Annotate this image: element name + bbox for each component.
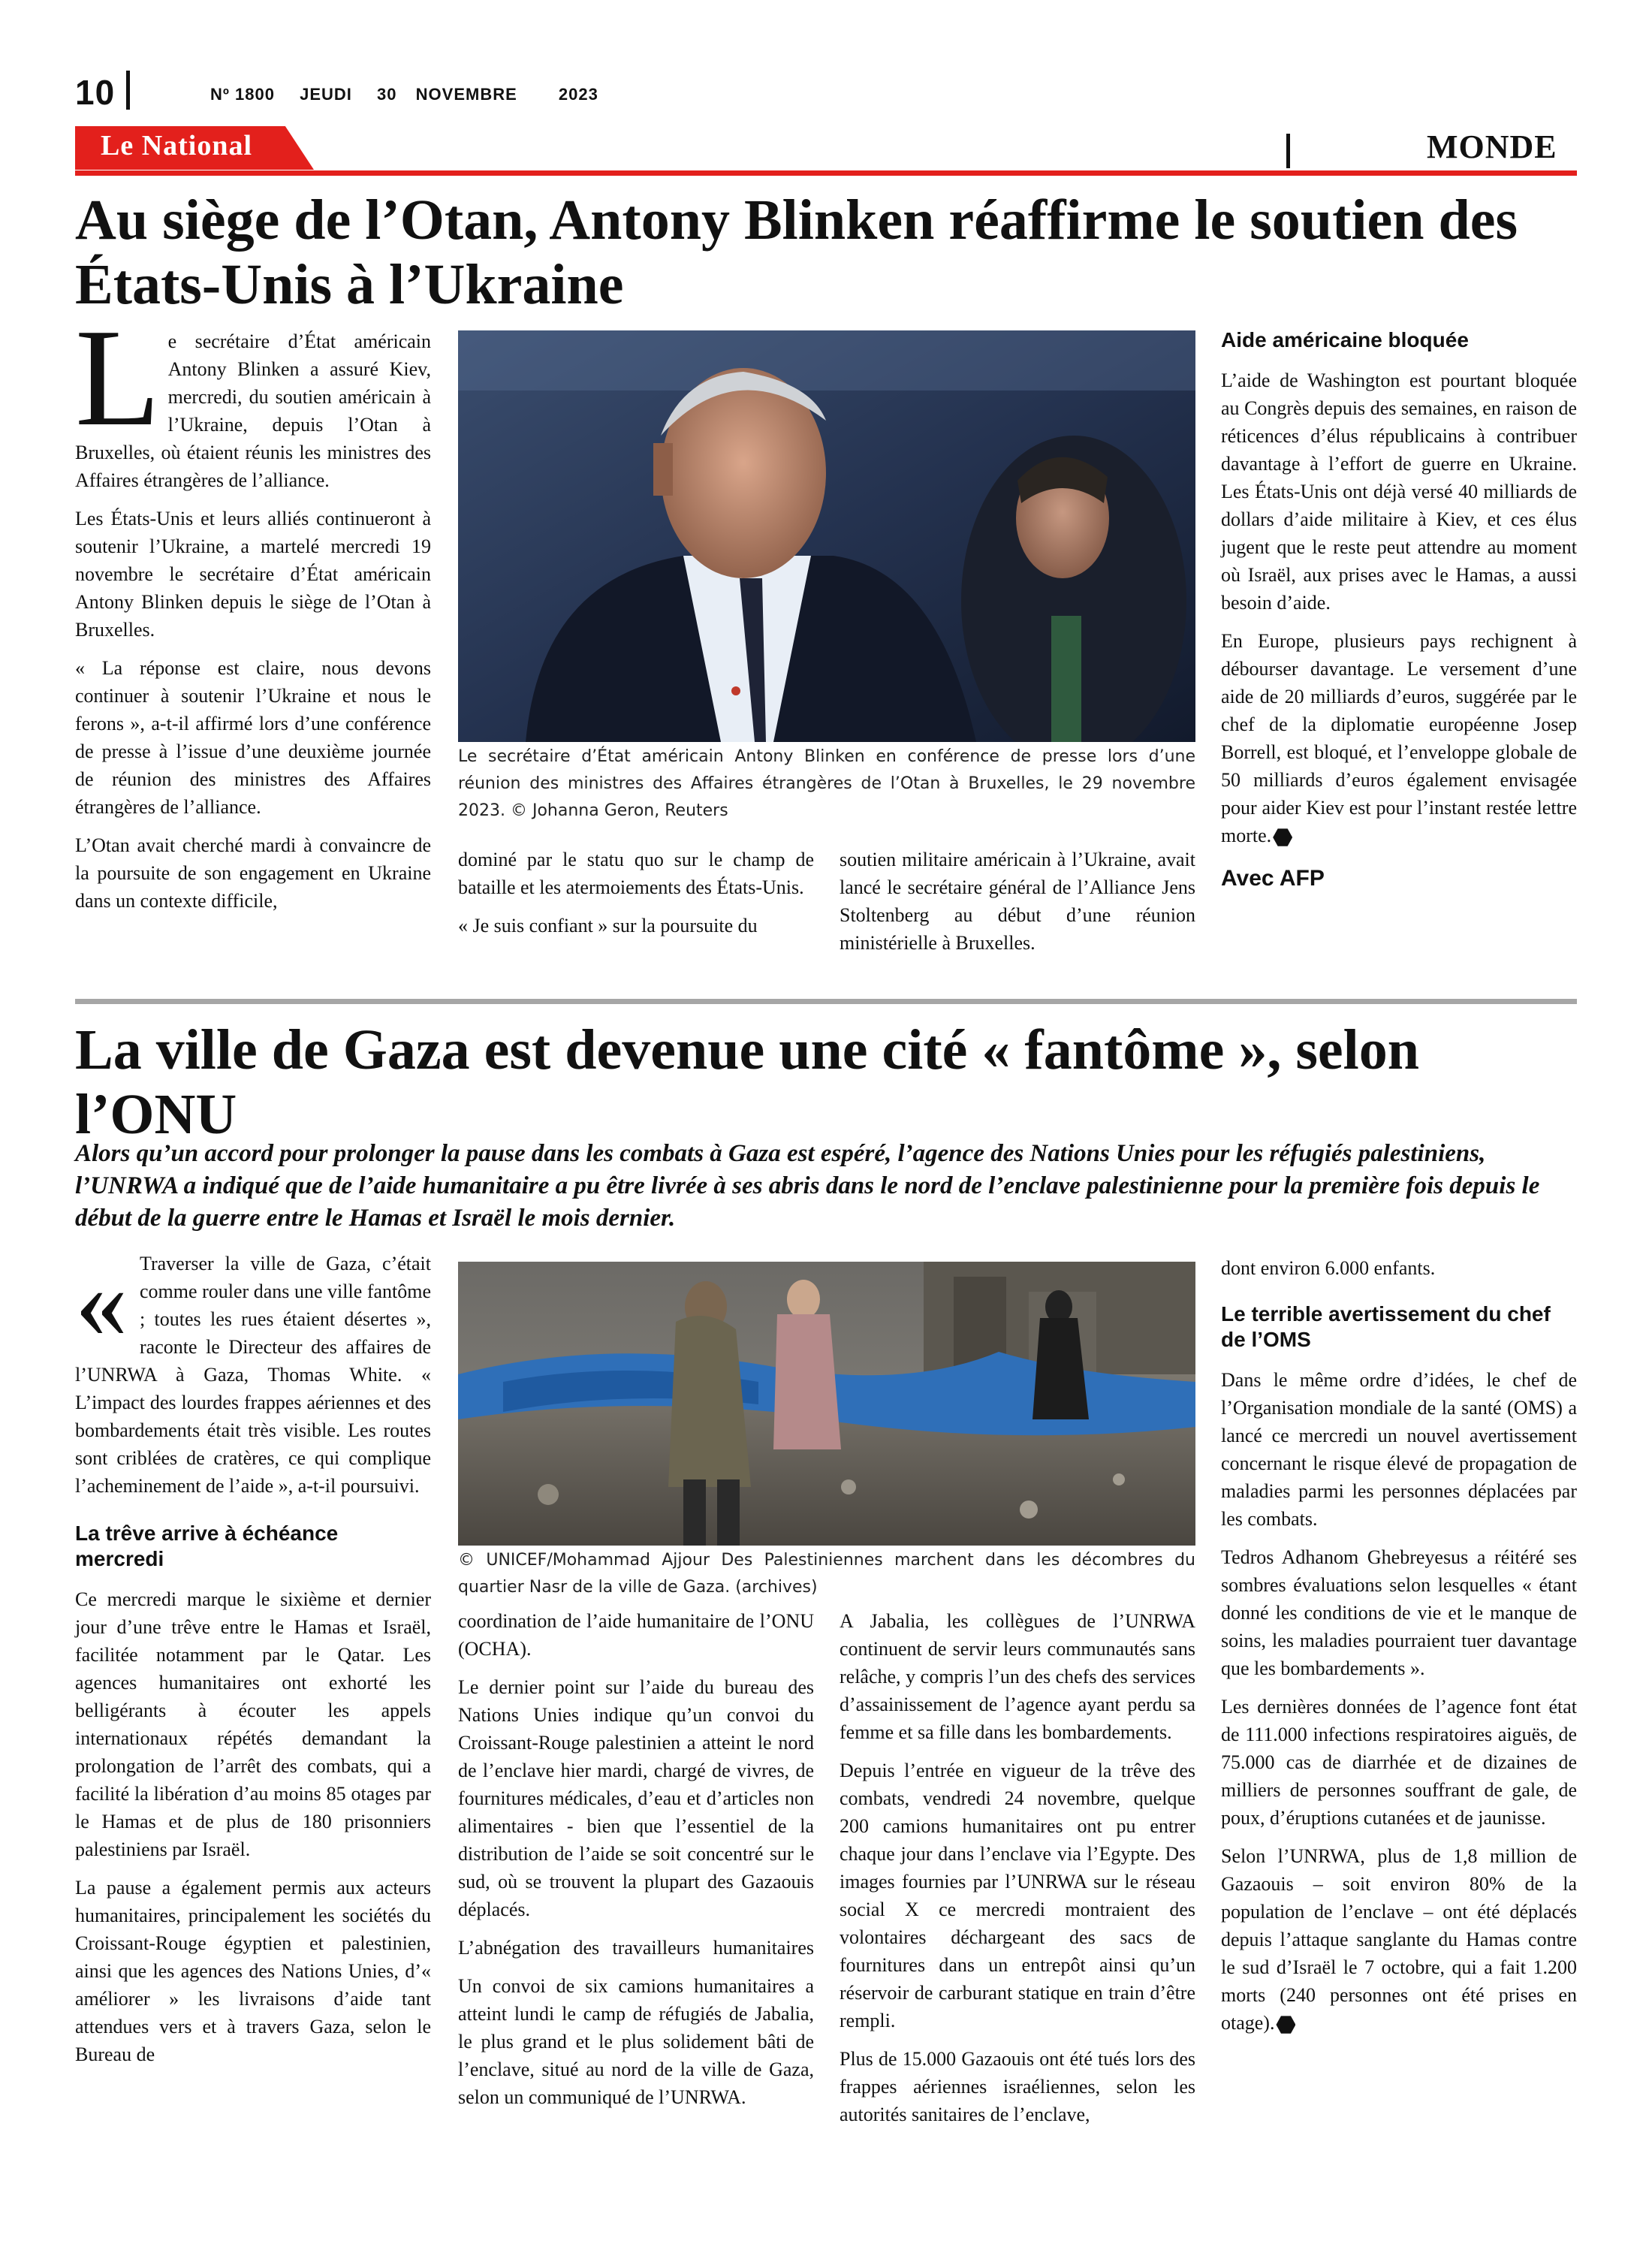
gaza-photo-caption: © UNICEF/Mohammad Ajjour Des Palestiniennes marchent dans les décombres du quartier Nasr de la ville de Gaza. (archives)	[458, 1551, 1195, 1597]
article1-last-text: En Europe, plusieurs pays rechignent à débourser davantage. Le versement d’une aide de 20 milliards d’euros, suggérée par le chef de la diplomatie européenne Josep Borrell, est bloqué, et l’enveloppe globale de 50 milliards d’euros également envisagée pour aider Kiev est pour l’instant restée lettre morte.	[1221, 630, 1577, 846]
end-mark-icon	[1273, 828, 1292, 847]
article2-dropquote: «	[75, 1244, 128, 1360]
article1-col4	[1221, 327, 1577, 903]
article1-paragraph: « La réponse est claire, nous devons continuer à soutenir l’Ukraine et nous le ferons », a-t-il affirmé lors d’une conférence de presse à l’issue d’une deuxième journée de réunion des ministres des Affaires étrangères de l’alliance.	[75, 657, 431, 818]
sidebar-heading: Aide américaine bloquée	[1221, 328, 1469, 351]
gaza-photo-image	[458, 1262, 1195, 1546]
section-name: MONDE	[1427, 128, 1557, 165]
article2-paragraph: Tedros Adhanom Ghebreyesus a réitéré ses sombres évaluations selon lesquelles « étant donné les conditions de vie et le manque de soins, les maladies pourraient tuer davantage que les bombardements ».	[1221, 1546, 1577, 1679]
article1-signature: Avec AFP	[1221, 866, 1325, 891]
article2-paragraph: Plus de 15.000 Gazaouis ont été tués lors des frappes aériennes israéliennes, selon les autorités sanitaires de l’enclave,	[840, 2048, 1195, 2125]
article2-deck: Alors qu’un accord pour prolonger la pause dans les combats à Gaza est espéré, l’agence des Nations Unies pour les réfugiés palestiniens, l’UNRWA a indiqué que de l’aide humanitaire a pu être livrée à ses abris dans le nord de l’enclave palestinienne pour la première fois depuis le début de la guerre entre le Hamas et Israël le mois dernier.	[75, 1140, 1540, 1232]
article1-paragraph	[1221, 627, 1577, 849]
article1-paragraph: dominé par le statu quo sur le champ de bataille et les atermoiements des États-Unis.	[458, 849, 814, 898]
issue-year: 2023	[558, 85, 598, 104]
article1-paragraph: Les États-Unis et leurs alliés continueront à soutenir l’Ukraine, a martelé mercredi 19 novembre le secrétaire d’État américain Antony Blinken depuis le siège de l’Otan à Bruxelles.	[75, 508, 431, 641]
article1-dropcap: L	[75, 300, 161, 455]
article2-paragraph: A Jabalia, les collègues de l’UNRWA continuent de servir leurs communautés sans relâche, y compris l’un des chefs des services d’assainissement de l’agence ayant perdu sa femme et sa fille dans les bombardements.	[840, 1610, 1195, 1743]
article2-title: La ville de Gaza est devenue une cité « fantôme », selon l’ONU	[75, 1018, 1420, 1146]
issue-day: 30	[377, 85, 397, 104]
article1-col2	[458, 846, 814, 950]
article2-paragraph: Dans le même ordre d’idées, le chef de l’Organisation mondiale de la santé (OMS) a lancé ce mercredi un nouvel avertissement concernant le risque élevé de propagation de maladies parmi les personnes déplacées par les combats.	[1221, 1369, 1577, 1530]
article2-paragraph: Les dernières données de l’agence font état de 111.000 infections respiratoires aiguës, de 75.000 cas de diarrhée et de dizaines de milliers de personnes souffrant de gale, de poux, d’éruptions cutanées et de jaunisse.	[1221, 1696, 1577, 1829]
article2-paragraph: coordination de l’aide humanitaire de l’ONU (OCHA).	[458, 1610, 814, 1660]
article2-col2	[458, 1607, 814, 2122]
article2-col3	[840, 1607, 1195, 2139]
article1-paragraph: « Je suis confiant » sur la poursuite du	[458, 915, 758, 936]
page-number: 10	[75, 73, 116, 112]
article2-paragraph: Depuis l’entrée en vigueur de la trêve des combats, vendredi 24 novembre, quelque 200 camions humanitaires ont pu entrer chaque jour dans l’enclave via l’Egypte. Des images fournies par l’UNRWA sur le réseau social X ce mercredi montraient des volontaires déchargeant des sacs de fournitures dans un entrepôt ainsi qu’un réservoir de carburant statique en train d’être rempli.	[840, 1760, 1195, 2031]
article2-last-text: Selon l’UNRWA, plus de 1,8 million de Gazaouis – soit environ 80% de la population de l’enclave – ont été déplacés depuis l’attaque sanglante du Hamas contre le sud d’Israël le 7 octobre, qui a fait 1.200 morts (240 personnes ont été prises en otage).	[1221, 1845, 1577, 2034]
blinken-photo-caption: Le secrétaire d’État américain Antony Blinken en conférence de presse lors d’une réunion des ministres des Affaires étrangères de l’Otan à Bruxelles, le 29 novembre 2023. © Johanna Geron, Reuters	[458, 747, 1195, 820]
article2-col1	[75, 1244, 431, 2079]
issue-line	[210, 85, 618, 104]
article1-paragraph: L’Otan avait cherché mardi à convaincre de la poursuite de son engagement en Ukraine dans un contexte difficile,	[75, 834, 431, 912]
article2-paragraph: Ce mercredi marque le sixième et dernier jour d’une trêve entre le Hamas et Israël, facilitée notamment par le Qatar. Les agences humanitaires ont exhorté les belligérants à écouter les appels internationaux répétés demandant la prolongation de l’arrêt des combats, qui a facilité la libération d’au moins 85 otages par le Hamas et de plus de 180 prisonniers palestiniens par Israël.	[75, 1588, 431, 1860]
end-mark-icon	[1276, 2015, 1295, 2034]
gaza-photo	[458, 1262, 1195, 1546]
article1-paragraph: soutien militaire américain à l’Ukraine, avait lancé le secrétaire général de l’Alliance Jens Stoltenberg au début d’une réunion ministérielle à Bruxelles.	[840, 849, 1195, 954]
issue-weekday: JEUDI	[300, 85, 352, 104]
article2-paragraph	[1221, 1842, 1577, 2037]
article2-paragraph: La pause a également permis aux acteurs humanitaires, principalement les sociétés du Croissant-Rouge égyptien et palestinien, ainsi que les agences des Nations Unies, d’« améliorer » les livraisons d’aide tant attendues vers et à travers Gaza, selon le Bureau de	[75, 1877, 431, 2065]
issue-month: NOVEMBRE	[415, 85, 517, 104]
article1-col1	[75, 300, 431, 925]
article1-title: Au siège de l’Otan, Antony Blinken réaffirme le soutien des États-Unis à l’Ukraine	[75, 189, 1518, 316]
article1-col3	[840, 846, 1195, 967]
article1-paragraph: L’aide de Washington est pourtant bloquée au Congrès depuis des semaines, en raison de réticences d’élus républicains à contribuer davantage à l’effort de guerre en Ukraine. Les États-Unis ont déjà versé 40 milliards de dollars d’aide militaire à Kiev, et ces élus jugent que le reste peut attendre au moment où Israël, aux prises avec le Hamas, a aussi besoin d’aide.	[1221, 369, 1577, 614]
article-separator	[75, 999, 1577, 1004]
article2-subheading: La trêve arrive à échéance mercredi	[75, 1522, 339, 1570]
blinken-photo-image	[458, 330, 1195, 742]
issue-number: Nº 1800	[210, 85, 275, 104]
article2-subheading: Le terrible avertissement du chef de l’OMS	[1221, 1302, 1551, 1351]
blinken-photo	[458, 330, 1195, 742]
article2-paragraph: Un convoi de six camions humanitaires a atteint lundi le camp de réfugiés de Jabalia, le plus grand et le plus solidement bâti de l’enclave, situé au nord de la ville de Gaza, selon un communiqué de l’UNRWA.	[458, 1975, 814, 2108]
article2-paragraph: Le dernier point sur l’aide du bureau des Nations Unies indique qu’un convoi du Croissant-Rouge palestinien a atteint le nord de l’enclave hier mardi, chargé de vivres, de fournitures médicales, d’eau et d’articles non alimentaires - bien que l’essentiel de la distribution de l’aide se soit concentré sur le sud, où se trouvent la plupart des Gazaouis déplacés.	[458, 1676, 814, 1920]
article2-lead	[75, 1244, 431, 1500]
article2-col4	[1221, 1254, 1577, 2047]
article2-paragraph: dont environ 6.000 enfants.	[1221, 1257, 1436, 1279]
section-divider	[1286, 134, 1290, 168]
brand-logo: Le National	[101, 130, 253, 161]
article1-paragraph	[75, 300, 431, 494]
article2-subhead-inline: L’abnégation des travailleurs humanitaires	[458, 1937, 814, 1959]
article2-lead-text: Traverser la ville de Gaza, c’était comme rouler dans une ville fantôme ; toutes les rues étaient désertes », raconte le Directeur des affaires de l’UNRWA à Gaza, Thomas White. « L’impact des lourdes frappes aériennes et des bombardements était très visible. Les routes sont criblées de cratères, ce qui complique l’acheminement de l’aide », a-t-il poursuivi.	[75, 1253, 431, 1497]
article1-lead-text: e secrétaire d’État américain Antony Blinken a assuré Kiev, mercredi, du soutien américain à l’Ukraine, depuis l’Otan à Bruxelles, où étaient réunis les ministres des Affaires étrangères de l’alliance.	[75, 330, 431, 491]
folio-divider	[126, 71, 130, 110]
header-rule	[75, 170, 1577, 176]
